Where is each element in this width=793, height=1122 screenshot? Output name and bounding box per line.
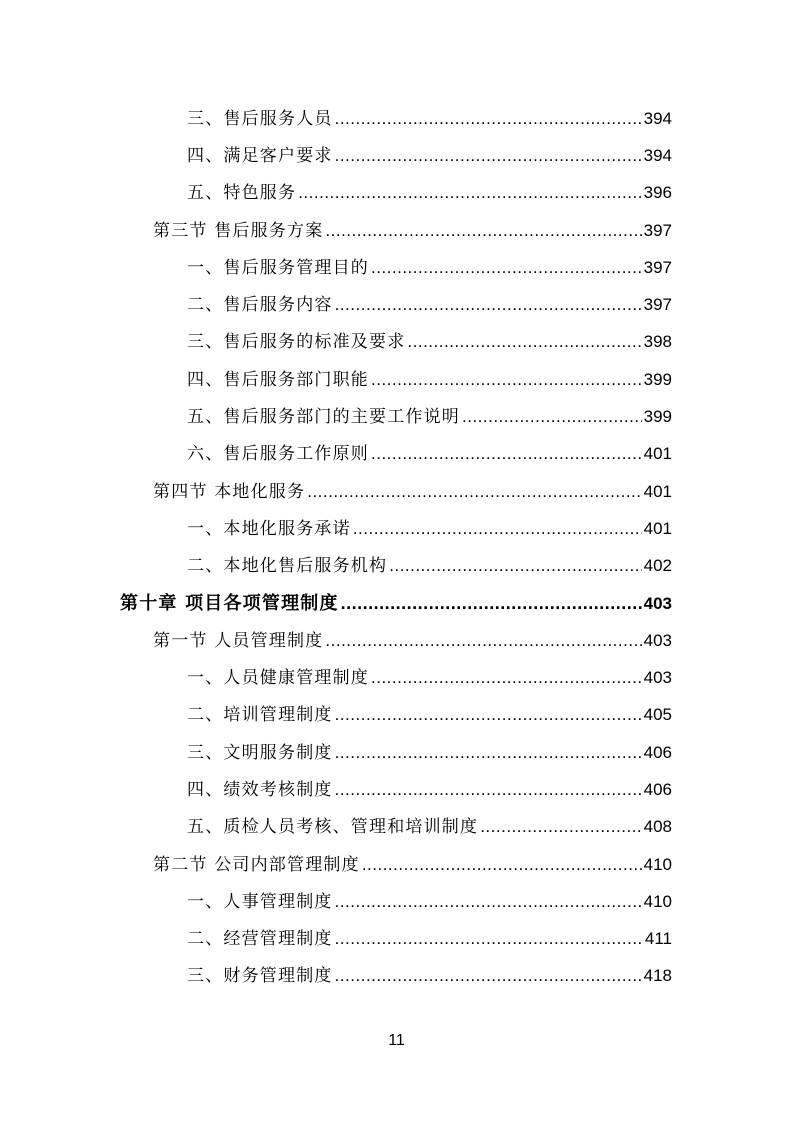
dot-leader — [335, 108, 642, 130]
toc-row — [0, 809, 793, 846]
toc-entry-item[interactable] — [187, 145, 672, 167]
toc-row — [0, 286, 793, 323]
entry-page-number: 405 — [643, 705, 672, 725]
entry-title: 四、绩效考核制度 — [187, 779, 333, 800]
toc-entry-item[interactable] — [187, 406, 672, 428]
entry-title: 五、特色服务 — [187, 183, 297, 204]
toc-entry-section[interactable] — [153, 630, 672, 652]
toc-row — [0, 585, 793, 622]
entry-title: 二、经营管理制度 — [187, 929, 333, 950]
toc-entry-item[interactable] — [187, 742, 672, 764]
toc-row — [0, 846, 793, 883]
toc-entry-item[interactable] — [187, 443, 672, 465]
toc-entry-item[interactable] — [187, 369, 672, 391]
toc-entry-section[interactable] — [153, 481, 672, 503]
toc-row — [0, 697, 793, 734]
entry-page-number: 394 — [643, 108, 672, 128]
entry-page-number: 406 — [643, 779, 672, 799]
dot-leader — [480, 816, 641, 838]
entry-title: 五、售后服务部门的主要工作说明 — [187, 407, 460, 428]
toc-entry-item[interactable] — [187, 257, 672, 279]
entry-page-number: 397 — [643, 295, 672, 315]
entry-title: 六、售后服务工作原则 — [187, 444, 369, 465]
dot-leader — [335, 145, 642, 167]
entry-page-number: 401 — [643, 518, 672, 538]
entry-page-number: 397 — [643, 220, 672, 240]
toc-row — [0, 958, 793, 995]
dot-leader — [335, 704, 642, 726]
toc-entry-item[interactable] — [187, 704, 672, 726]
entry-title: 二、本地化售后服务机构 — [187, 556, 388, 577]
entry-title: 第一节 人员管理制度 — [153, 630, 324, 651]
dot-leader — [371, 257, 642, 279]
dot-leader — [389, 555, 641, 577]
dot-leader — [335, 742, 642, 764]
toc-row — [0, 100, 793, 137]
entry-title: 三、售后服务人员 — [187, 108, 333, 129]
entry-page-number: 401 — [643, 481, 672, 501]
toc-entry-item[interactable] — [187, 108, 672, 130]
table-of-contents — [0, 100, 793, 995]
entry-page-number: 418 — [643, 966, 672, 986]
toc-row — [0, 622, 793, 659]
toc-entry-section[interactable] — [153, 854, 672, 876]
toc-entry-item[interactable] — [187, 928, 672, 950]
toc-row — [0, 137, 793, 174]
toc-entry-item[interactable] — [187, 667, 672, 689]
toc-row — [0, 361, 793, 398]
toc-row — [0, 324, 793, 361]
entry-page-number: 394 — [643, 145, 672, 165]
entry-title: 四、满足客户要求 — [187, 145, 333, 166]
dot-leader — [407, 331, 641, 353]
toc-row — [0, 510, 793, 547]
toc-row — [0, 921, 793, 958]
dot-leader — [371, 369, 642, 391]
entry-page-number: 403 — [643, 668, 672, 688]
entry-page-number: 411 — [644, 929, 672, 949]
dot-leader — [335, 891, 642, 913]
toc-entry-item[interactable] — [187, 891, 672, 913]
entry-title: 一、本地化服务承诺 — [187, 518, 351, 539]
entry-page-number: 408 — [643, 817, 672, 837]
entry-page-number: 397 — [643, 257, 672, 277]
dot-leader — [362, 854, 642, 876]
dot-leader — [371, 443, 642, 465]
toc-row — [0, 398, 793, 435]
entry-title: 二、售后服务内容 — [187, 295, 333, 316]
entry-title: 五、质检人员考核、管理和培训制度 — [187, 817, 479, 838]
toc-entry-item[interactable] — [187, 779, 672, 801]
entry-title: 三、文明服务制度 — [187, 742, 333, 763]
entry-title: 第三节 售后服务方案 — [153, 220, 324, 241]
entry-page-number: 403 — [643, 594, 672, 613]
entry-page-number: 402 — [643, 556, 672, 576]
entry-page-number: 410 — [643, 891, 672, 911]
page-number: 11 — [388, 1032, 405, 1049]
dot-leader — [462, 406, 642, 428]
dot-leader — [298, 182, 641, 204]
entry-title: 第二节 公司内部管理制度 — [153, 854, 360, 875]
entry-title: 第四节 本地化服务 — [153, 481, 306, 502]
dot-leader — [341, 592, 642, 614]
entry-page-number: 403 — [643, 630, 672, 650]
toc-row — [0, 473, 793, 510]
dot-leader — [353, 518, 642, 540]
dot-leader — [335, 928, 643, 950]
toc-entry-item[interactable] — [187, 182, 672, 204]
entry-title: 三、售后服务的标准及要求 — [187, 332, 406, 353]
dot-leader — [371, 667, 642, 689]
dot-leader — [307, 481, 641, 503]
entry-page-number: 398 — [643, 332, 672, 352]
toc-entry-item[interactable] — [187, 965, 672, 987]
toc-entry-item[interactable] — [187, 518, 672, 540]
toc-entry-item[interactable] — [187, 555, 672, 577]
entry-page-number: 396 — [643, 183, 672, 203]
entry-title: 一、人员健康管理制度 — [187, 668, 369, 689]
entry-title: 四、售后服务部门职能 — [187, 369, 369, 390]
entry-title: 第十章 项目各项管理制度 — [120, 593, 339, 614]
toc-entry-section[interactable] — [153, 220, 672, 242]
toc-row — [0, 771, 793, 808]
dot-leader — [325, 220, 641, 242]
entry-page-number: 401 — [643, 444, 672, 464]
toc-entry-chapter[interactable] — [120, 592, 672, 615]
toc-row — [0, 175, 793, 212]
toc-row — [0, 212, 793, 249]
entry-title: 一、人事管理制度 — [187, 891, 333, 912]
toc-entry-item[interactable] — [187, 816, 672, 838]
entry-page-number: 406 — [643, 742, 672, 762]
dot-leader — [335, 779, 642, 801]
entry-page-number: 410 — [643, 854, 672, 874]
toc-row — [0, 734, 793, 771]
dot-leader — [335, 965, 642, 987]
dot-leader — [325, 630, 641, 652]
entry-title: 三、财务管理制度 — [187, 966, 333, 987]
toc-row — [0, 548, 793, 585]
toc-row — [0, 883, 793, 920]
entry-page-number: 399 — [643, 407, 672, 427]
toc-row — [0, 659, 793, 696]
entry-page-number: 399 — [643, 369, 672, 389]
toc-entry-item[interactable] — [187, 294, 672, 316]
toc-row — [0, 436, 793, 473]
toc-entry-item[interactable] — [187, 331, 672, 353]
entry-title: 二、培训管理制度 — [187, 705, 333, 726]
dot-leader — [335, 294, 642, 316]
toc-row — [0, 249, 793, 286]
entry-title: 一、售后服务管理目的 — [187, 257, 369, 278]
